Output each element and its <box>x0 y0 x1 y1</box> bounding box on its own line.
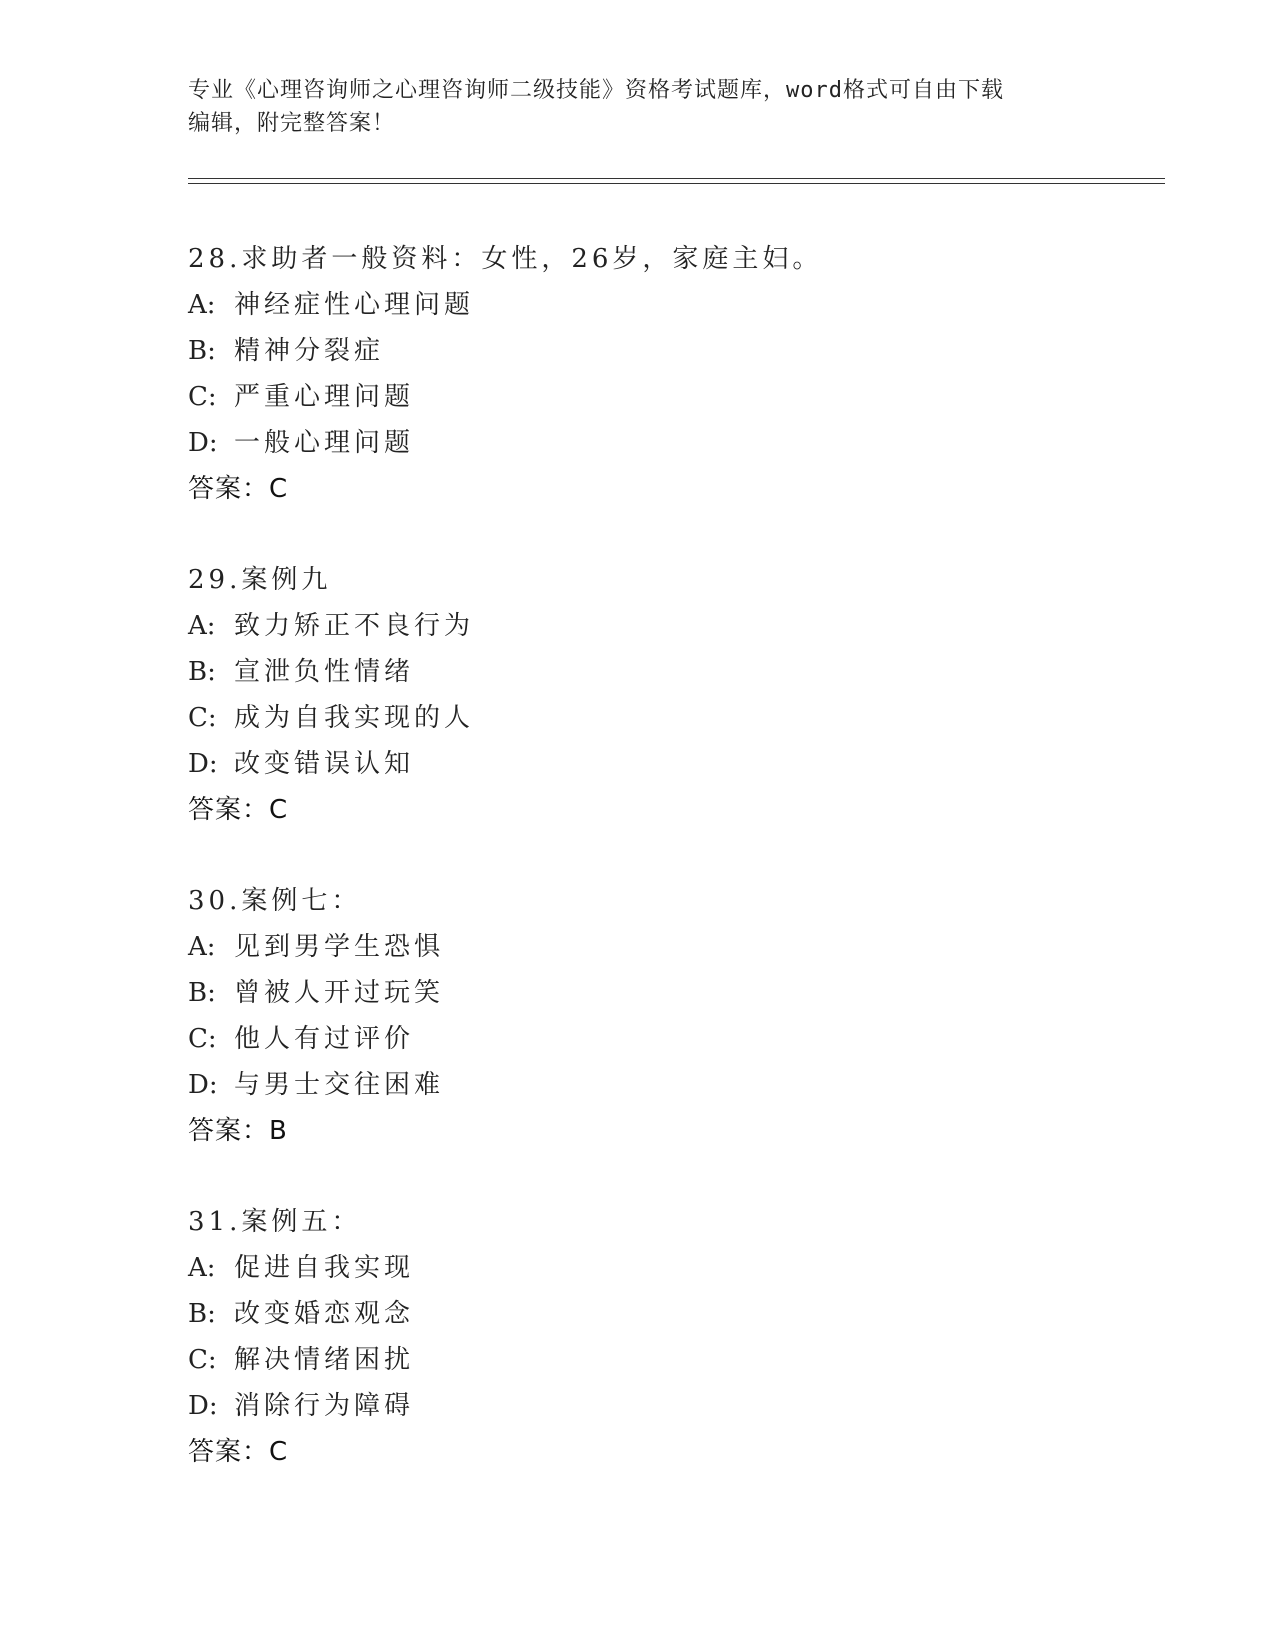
option-a <box>188 282 1088 328</box>
option-text: 见到男学生恐惧 <box>234 932 445 962</box>
option-letter: C: <box>188 382 217 412</box>
option-b <box>188 970 1088 1016</box>
header-divider-bottom <box>188 183 1165 184</box>
answer-line: 答案：C <box>188 1437 289 1467</box>
option-text: 致力矫正不良行为 <box>234 611 475 641</box>
option-c <box>188 1016 1088 1062</box>
question-30 <box>188 878 1088 1154</box>
option-text: 消除行为障碍 <box>234 1391 415 1421</box>
option-letter: B: <box>188 336 216 366</box>
option-letter: C: <box>188 1024 217 1054</box>
question-stem: 28.求助者一般资料：女性，26岁，家庭主妇。 <box>188 244 823 274</box>
question-28 <box>188 236 1088 512</box>
question-stem: 30.案例七： <box>188 886 362 916</box>
option-letter: A: <box>188 1253 216 1283</box>
option-text: 成为自我实现的人 <box>234 703 475 733</box>
option-text: 改变错误认知 <box>234 749 415 779</box>
option-letter: C: <box>188 703 217 733</box>
option-letter: A: <box>188 611 216 641</box>
option-d <box>188 1383 1088 1429</box>
option-b <box>188 328 1088 374</box>
option-text: 与男士交往困难 <box>234 1070 445 1100</box>
option-text: 改变婚恋观念 <box>234 1299 415 1329</box>
option-a <box>188 1245 1088 1291</box>
option-text: 神经症性心理问题 <box>234 290 475 320</box>
question-stem: 29.案例九 <box>188 565 332 595</box>
option-letter: C: <box>188 1345 217 1375</box>
option-d <box>188 741 1088 787</box>
option-letter: A: <box>188 932 216 962</box>
option-a <box>188 603 1088 649</box>
option-c <box>188 695 1088 741</box>
header-line-2: 编辑，附完整答案！ <box>188 111 396 136</box>
answer-line: 答案：C <box>188 795 289 825</box>
option-letter: D: <box>188 749 218 779</box>
option-text: 精神分裂症 <box>234 336 385 366</box>
option-b <box>188 1291 1088 1337</box>
option-letter: B: <box>188 1299 216 1329</box>
option-text: 严重心理问题 <box>234 382 415 412</box>
option-letter: B: <box>188 978 216 1008</box>
option-letter: A: <box>188 290 216 320</box>
option-text: 宣泄负性情绪 <box>234 657 415 687</box>
option-letter: B: <box>188 657 216 687</box>
option-letter: D: <box>188 1391 218 1421</box>
option-c <box>188 374 1088 420</box>
option-text: 一般心理问题 <box>234 428 415 458</box>
option-a <box>188 924 1088 970</box>
answer-line: 答案：B <box>188 1116 288 1146</box>
header-divider-top <box>188 178 1165 179</box>
option-d <box>188 1062 1088 1108</box>
option-text: 促进自我实现 <box>234 1253 415 1283</box>
option-letter: D: <box>188 1070 218 1100</box>
option-text: 他人有过评价 <box>234 1024 415 1054</box>
question-stem: 31.案例五： <box>188 1207 362 1237</box>
option-d <box>188 420 1088 466</box>
question-31 <box>188 1199 1088 1475</box>
option-text: 解决情绪困扰 <box>234 1345 415 1375</box>
question-29 <box>188 557 1088 833</box>
header-line-1: 专业《心理咨询师之心理咨询师二级技能》资格考试题库，word格式可自由下载 <box>188 78 1004 103</box>
option-c <box>188 1337 1088 1383</box>
option-letter: D: <box>188 428 218 458</box>
option-text: 曾被人开过玩笑 <box>234 978 445 1008</box>
answer-line: 答案：C <box>188 474 289 504</box>
option-b <box>188 649 1088 695</box>
document-header <box>188 74 1088 140</box>
